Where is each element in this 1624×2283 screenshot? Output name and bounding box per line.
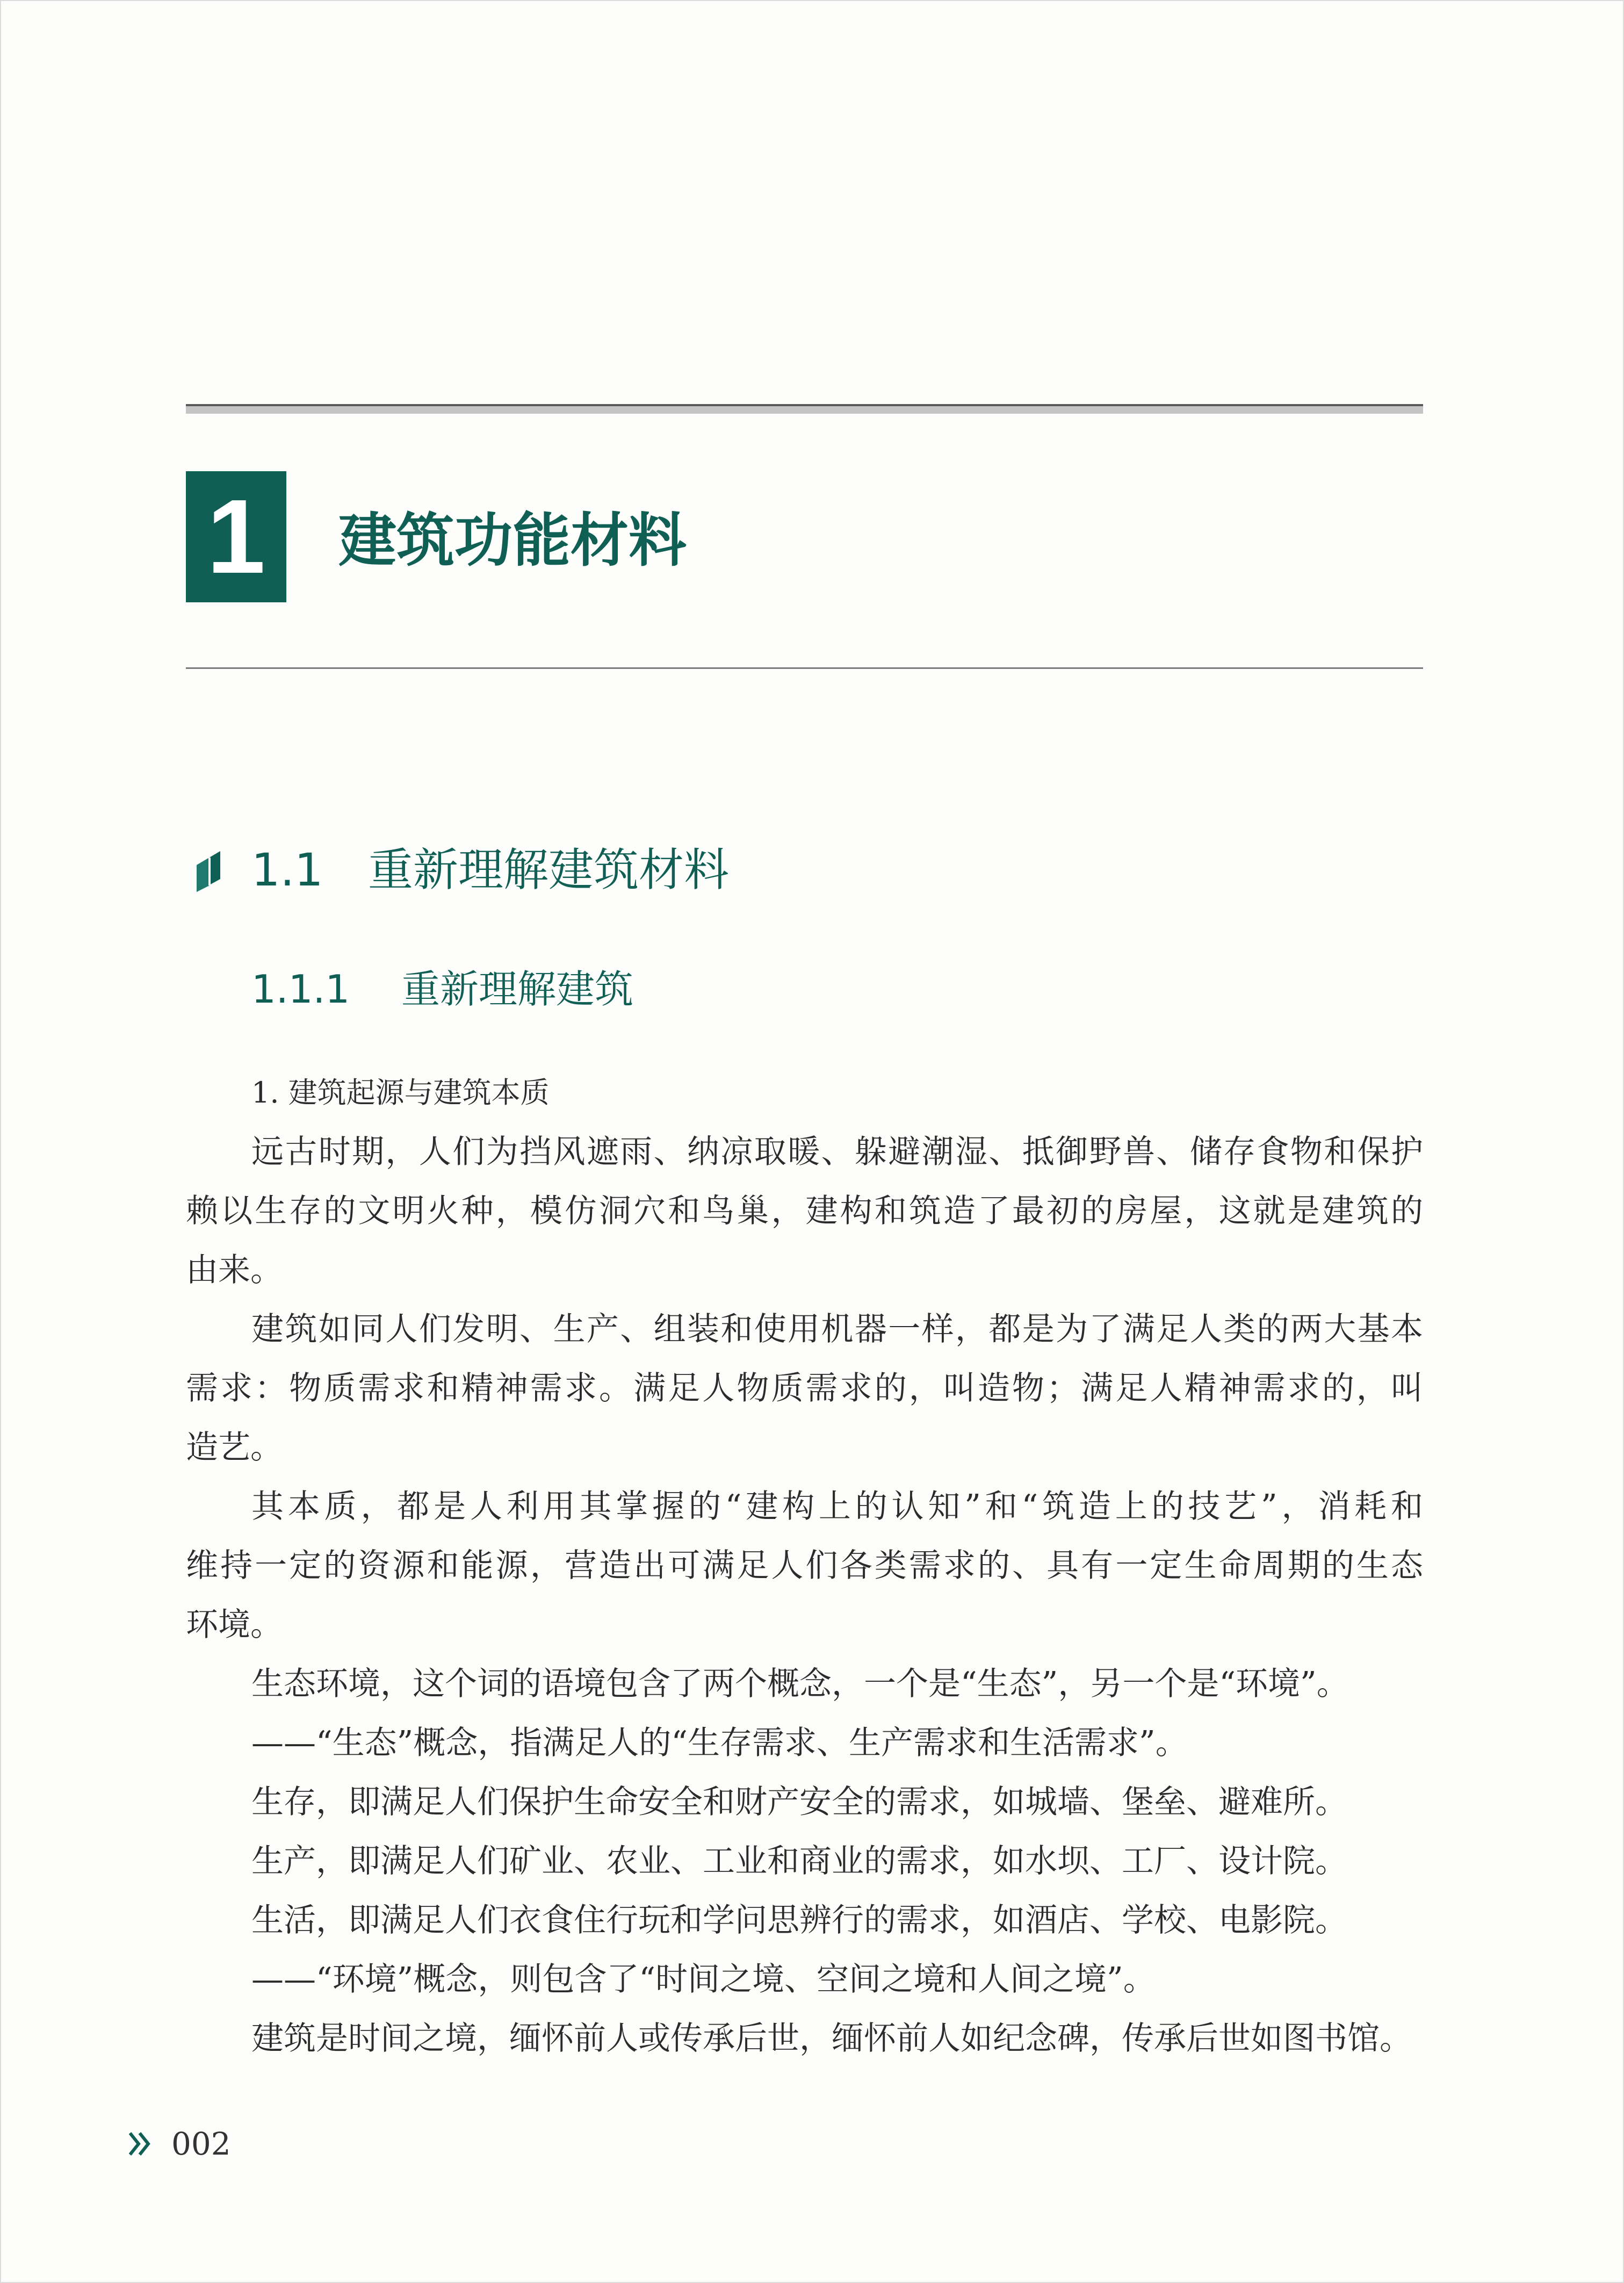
body-line: 环境。 <box>186 1606 283 1644</box>
subsection-number: 1.1.1 <box>251 967 350 1012</box>
item-heading: 1. 建筑起源与建筑本质 <box>251 1076 550 1110</box>
chapter-top-rule-bar <box>186 406 1423 414</box>
body-line: 建筑是时间之境，缅怀前人或传承后世，缅怀前人如纪念碑，传承后世如图书馆。 <box>251 2020 1412 2057</box>
paragraph <box>186 1832 1423 1891</box>
body-line: ——“环境”概念，则包含了“时间之境、空间之境和人间之境”。 <box>251 1961 1156 1998</box>
body-line: 由来。 <box>186 1251 283 1289</box>
paragraph <box>186 1773 1423 1832</box>
section-number: 1.1 <box>251 844 323 896</box>
section-title: 重新理解建筑材料 <box>368 844 730 896</box>
body-line: 生活，即满足人们衣食住行玩和学问思辨行的需求，如酒店、学校、电影院。 <box>251 1902 1347 1939</box>
double-chevron-icon <box>128 2130 153 2158</box>
section-marker-icon <box>193 849 226 893</box>
chapter-number: 1 <box>206 478 265 595</box>
chapter-number-box <box>186 471 286 602</box>
body-line: 生存，即满足人们保护生命安全和财产安全的需求，如城墙、堡垒、避难所。 <box>251 1783 1347 1821</box>
body-line: 造艺。 <box>186 1429 283 1466</box>
paragraph <box>186 1477 1423 1654</box>
body-text <box>186 1063 1423 2068</box>
body-line: 生产，即满足人们矿业、农业、工业和商业的需求，如水坝、工厂、设计院。 <box>251 1842 1347 1880</box>
paragraph <box>186 1654 1423 1713</box>
body-line: 需求：物质需求和精神需求。满足人物质需求的，叫造物；满足人精神需求的，叫 <box>186 1370 1423 1407</box>
page-number: 002 <box>171 2126 231 2162</box>
body-line: 生态环境，这个词的语境包含了两个概念，一个是“生态”，另一个是“环境”。 <box>251 1665 1349 1703</box>
paragraph <box>186 2009 1423 2068</box>
paragraph <box>186 1713 1423 1773</box>
body-line: 赖以生存的文明火种，模仿洞穴和鸟巢，建构和筑造了最初的房屋，这就是建筑的 <box>186 1192 1423 1230</box>
paragraph <box>186 1300 1423 1477</box>
paragraph <box>186 1950 1423 2009</box>
body-line: 建筑如同人们发明、生产、组装和使用机器一样，都是为了满足人类的两大基本 <box>251 1310 1423 1348</box>
subsection-title: 重新理解建筑 <box>401 967 634 1012</box>
paragraph <box>186 1122 1423 1300</box>
chapter-bottom-rule <box>186 667 1423 669</box>
chapter-title: 建筑功能材料 <box>338 507 687 574</box>
body-line: 其本质，都是人利用其掌握的“建构上的认知”和“筑造上的技艺”，消耗和 <box>251 1488 1423 1525</box>
body-line: 维持一定的资源和能源，营造出可满足人们各类需求的、具有一定生命周期的生态 <box>186 1547 1423 1585</box>
paragraph <box>186 1891 1423 1950</box>
body-line: ——“生态”概念，指满足人的“生存需求、生产需求和生活需求”。 <box>251 1724 1188 1762</box>
body-line: 远古时期，人们为挡风遮雨、纳凉取暖、躲避潮湿、抵御野兽、储存食物和保护 <box>251 1133 1423 1171</box>
